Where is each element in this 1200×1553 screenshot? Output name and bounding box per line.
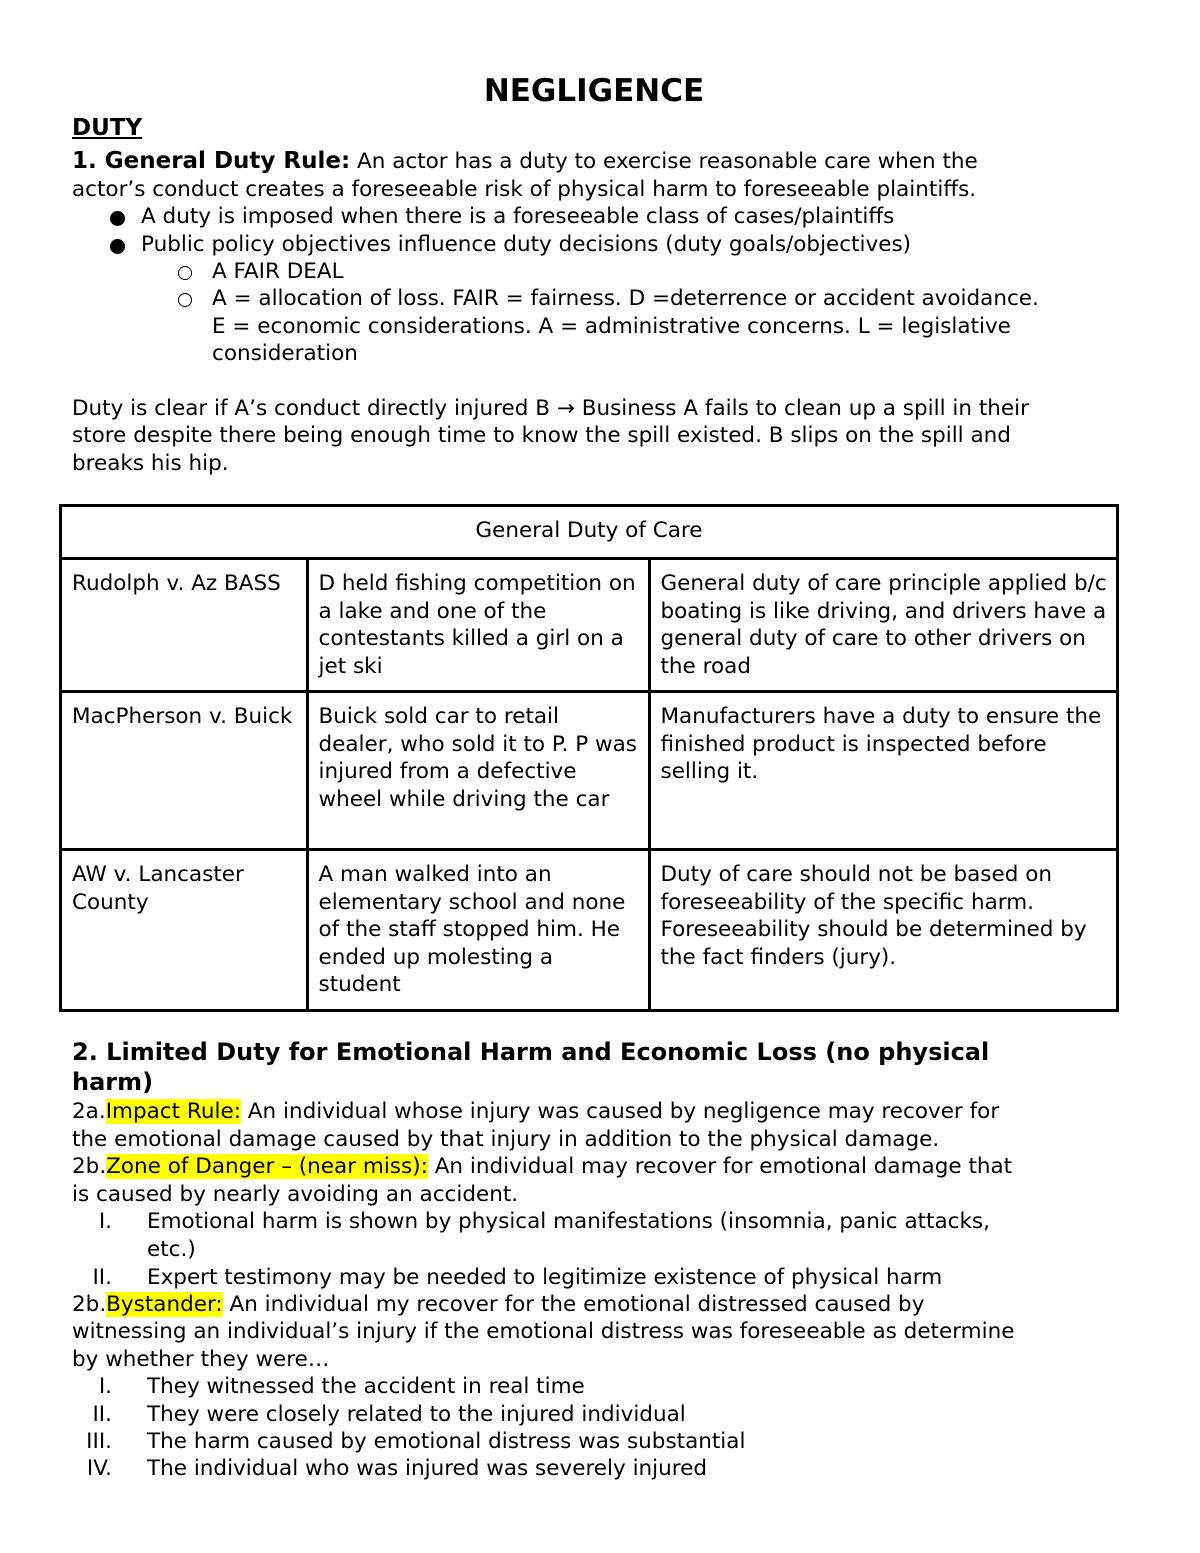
bullet-item <box>110 204 125 232</box>
section1-text-line2: actor’s conduct creates a foreseeable risk of physical harm to foreseeable plaintiffs. <box>72 177 977 202</box>
impact-rule-line1 <box>72 1098 999 1126</box>
item-prefix: 2a. <box>72 1099 106 1124</box>
item-prefix: 2b. <box>72 1292 107 1317</box>
bullet-item <box>110 232 125 260</box>
sub-bullet-text-cont: E = economic considerations. A = administrative concerns. L = legislative <box>212 314 1011 339</box>
bystander-line1 <box>72 1291 924 1319</box>
roman-numeral: II. <box>92 1265 112 1290</box>
arrow-right-icon: → <box>556 396 575 421</box>
zone-of-danger-line1 <box>72 1153 1012 1181</box>
roman-numeral: IV. <box>86 1456 112 1481</box>
holding-cell: Duty of care should not be based on foreseeability of the specific harm. Foreseeability should be determined by the fact finders (jury). <box>649 850 1118 1011</box>
facts-cell: A man walked into an elementary school and none of the staff stopped him. He ended up molesting a student <box>307 850 649 1011</box>
section1-text-line1: An actor has a duty to exercise reasonable care when the <box>357 149 978 174</box>
list-item <box>72 1428 112 1456</box>
duty-heading: DUTY <box>72 115 143 141</box>
bullet-text: A duty is imposed when there is a foreseeable class of cases/plaintiffs <box>141 204 895 229</box>
section1-label: 1. General Duty Rule: <box>72 148 351 174</box>
impact-rule-label: Impact Rule: <box>105 1099 241 1124</box>
list-item-text: They witnessed the accident in real time <box>147 1374 585 1399</box>
list-item-text: The harm caused by emotional distress was substantial <box>147 1429 746 1454</box>
list-item-text: Emotional harm is shown by physical manifestations (insomnia, panic attacks, <box>147 1209 990 1234</box>
sub-bullet-text: A = allocation of loss. FAIR = fairness. D =deterrence or accident avoidance. <box>212 286 1039 311</box>
duty-clear-text: Duty is clear if A’s conduct directly injured B <box>72 396 550 421</box>
table-row <box>61 692 1118 850</box>
duty-clear-line1 <box>72 395 1029 423</box>
roman-numeral: I. <box>98 1374 112 1399</box>
zone-of-danger-line2: is caused by nearly avoiding an accident. <box>72 1182 519 1207</box>
section2-heading-cont: harm) <box>72 1068 154 1096</box>
duty-clear-text: Business A fails to clean up a spill in their <box>581 396 1029 421</box>
roman-numeral: II. <box>92 1402 112 1427</box>
general-duty-table <box>59 504 1119 1012</box>
section1-line1 <box>72 148 978 176</box>
roman-numeral: III. <box>86 1429 112 1454</box>
table-row <box>61 850 1118 1011</box>
bullet-dot-icon <box>110 211 125 226</box>
facts-cell: Buick sold car to retail dealer, who sold it to P. P was injured from a defective wheel while driving the car <box>307 692 649 850</box>
list-item-text: Expert testimony may be needed to legitimize existence of physical harm <box>147 1265 943 1290</box>
section2-heading: 2. Limited Duty for Emotional Harm and Economic Loss (no physical <box>72 1038 990 1066</box>
list-item-text: The individual who was injured was severely injured <box>147 1456 708 1481</box>
table-header-row <box>61 506 1118 559</box>
bystander-text: An individual my recover for the emotional distressed caused by <box>229 1292 925 1317</box>
list-item <box>72 1401 112 1429</box>
zone-of-danger-text: An individual may recover for emotional damage that <box>434 1154 1013 1179</box>
facts-cell: D held fishing competition on a lake and one of the contestants killed a girl on a jet ski <box>307 559 649 692</box>
case-name-cell: AW v. Lancaster County <box>61 850 308 1011</box>
bystander-line2: witnessing an individual’s injury if the emotional distress was foreseeable as determine <box>72 1319 1015 1344</box>
impact-rule-line2: the emotional damage caused by that injury in addition to the physical damage. <box>72 1127 940 1152</box>
list-item <box>72 1208 112 1236</box>
table-row <box>61 559 1118 692</box>
case-name-cell: MacPherson v. Buick <box>61 692 308 850</box>
holding-cell: General duty of care principle applied b/c boating is like driving, and drivers have a general duty of care to other drivers on the road <box>649 559 1118 692</box>
sub-bullet <box>178 259 192 287</box>
duty-clear-line3: breaks his hip. <box>72 451 229 476</box>
roman-numeral: I. <box>98 1209 112 1234</box>
sub-bullet-text-cont: consideration <box>212 341 358 366</box>
bullet-dot-icon <box>110 239 125 254</box>
list-item-text-cont: etc.) <box>147 1237 196 1262</box>
sub-bullet <box>178 286 192 314</box>
item-prefix: 2b. <box>72 1154 107 1179</box>
zone-of-danger-label: Zone of Danger – (near miss): <box>106 1154 428 1179</box>
bullet-text: Public policy objectives influence duty decisions (duty goals/objectives) <box>141 232 912 257</box>
duty-clear-line2: store despite there being enough time to know the spill existed. B slips on the spill and <box>72 423 1011 448</box>
bystander-line3: by whether they were… <box>72 1347 330 1372</box>
table-header: General Duty of Care <box>61 506 1118 559</box>
bullet-circle-icon <box>178 293 192 307</box>
holding-cell: Manufacturers have a duty to ensure the finished product is inspected before selling it. <box>649 692 1118 850</box>
bystander-label: Bystander: <box>106 1292 223 1317</box>
case-name-cell: Rudolph v. Az BASS <box>61 559 308 692</box>
list-item-text: They were closely related to the injured individual <box>147 1402 686 1427</box>
list-item <box>72 1373 112 1401</box>
list-item <box>72 1455 112 1483</box>
sub-bullet-text: A FAIR DEAL <box>212 259 344 284</box>
bullet-circle-icon <box>178 266 192 280</box>
list-item <box>72 1264 112 1292</box>
impact-rule-text: An individual whose injury was caused by negligence may recover for <box>247 1099 1000 1124</box>
page-title: NEGLIGENCE <box>483 73 705 109</box>
